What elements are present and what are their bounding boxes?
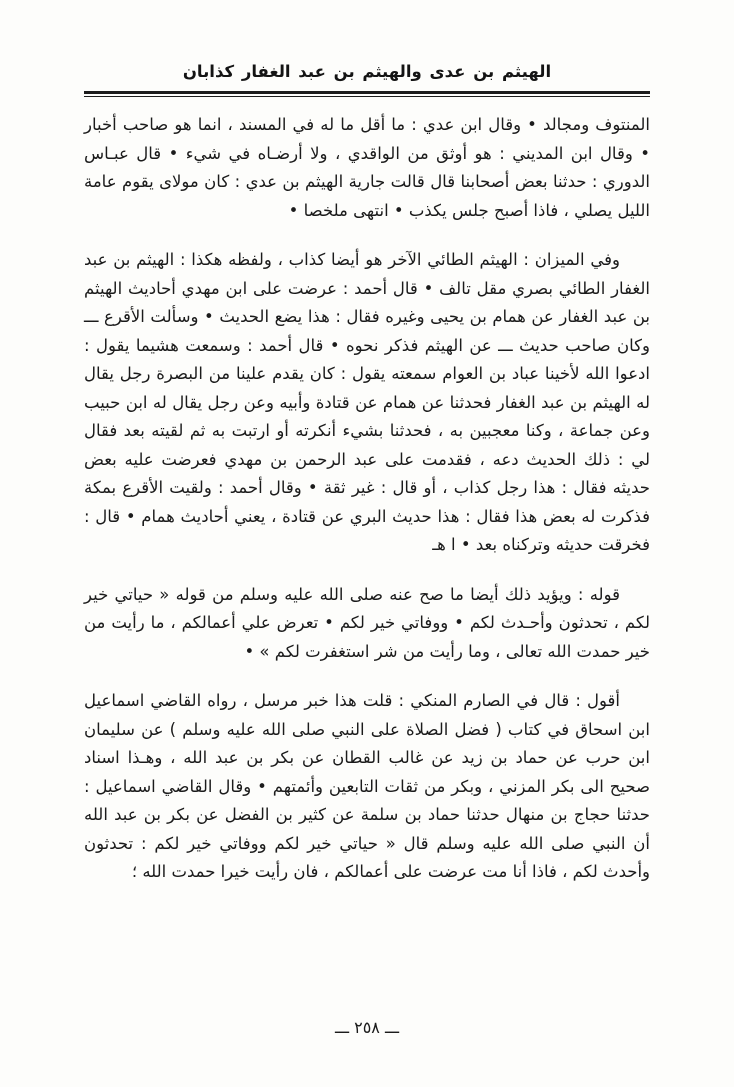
page-number: ـــ ٢٥٨ ـــ <box>334 1018 400 1037</box>
page-footer <box>0 1018 734 1037</box>
page-body <box>84 111 650 887</box>
paragraph-4: أقول : قال في الصارم المنكي : قلت هذا خبر مرسل ، رواه القاضي اسماعيل ابن اسحاق في كتاب ( فضل الصلاة على النبي صلى الله عليه وسلم ) عن سليمان ابن حرب عن حماد بن زيد عن غالب القطان عن بكر بن عبد الله ، وهـذا اسناد صحيح الى بكر المزني ، وبكر من ثقات التابعين وأئمتهم • وقال القاضي اسماعيل : حدثنا حجاج بن منهال حدثنا حماد بن سلمة عن كثير بن الفضل عن بكر بن عبد الله أن النبي صلى الله عليه وسلم قال « حياتي خير لكم ووفاتي خير لكم : تحدثون وأحدث لكم ، فاذا أنا مت عرضت على أعمالكم ، فان رأيت خيرا حمدت الله ؛ <box>84 691 650 881</box>
page-header-title: الهيثم بن عدى والهيثم بن عبد الغفار كذابان <box>182 62 552 81</box>
paragraph-2: وفي الميزان : الهيثم الطائي الآخر هو أيضا كذاب ، ولفظه هكذا : الهيثم بن عبد الغفار الطائي بصري مقل تالف • قال أحمد : عرضت على ابن مهدي أحاديث الهيثم بن عبد الغفار عن همام بن يحيى وغيره فقال : هذا يضع الحديث • وسألت الأقرع ـــ وكان صاحب حديث ـــ عن الهيثم فذكر نحوه • قال أحمد : وسمعت هشيما يقول : ادعوا الله لأخينا عباد بن العوام سمعته يقول : كان يقدم علينا من البصرة رجل يقال له الهيثم بن عبد الغفار فحدثنا عن همام عن قتادة وأبيه وعن رجل يقال له ابن حبيب وعن جماعة ، وكنا معجبين به ، فحدثنا بشيء أنكرته أو ارتبت به ثم لقيته بعد فقال لي : ذلك الحديث دعه ، فقدمت على عبد الرحمن بن مهدي فعرضت عليه بعض حديثه فقال : هذا رجل كذاب ، أو قال : غير ثقة • وقال أحمد : ولقيت الأقرع بمكة فذكرت له بعض هذا فقال : هذا حديث البري عن قتادة ، يعني أحاديث همام • قال : فخرقت حديثه وتركناه بعد • ا هـ <box>84 250 650 554</box>
paragraph-3: قوله : ويؤيد ذلك أيضا ما صح عنه صلى الله عليه وسلم من قوله « حياتي خير لكم ، تحدثون وأحـدث لكم • ووفاتي خير لكم • تعرض علي أعمالكم ، ما رأيت من خير حمدت الله تعالى ، وما رأيت من شر استغفرت لكم » • <box>84 584 650 661</box>
header-rule <box>84 91 650 97</box>
paragraph-1: المنتوف ومجالد • وقال ابن عدي : ما أقل ما له في المسند ، انما هو صاحب أخبار • وقال ابن المديني : هو أوثق من الواقدي ، ولا أرضـاه في شيء • قال عبـاس الدوري : حدثنا بعض أصحابنا قال قالت جارية الهيثم بن عدي : كان مولاى يقوم عامة الليل يصلي ، فاذا أصبح جلس يكذب • انتهى ملخصا • <box>84 115 650 220</box>
page-header <box>84 0 650 97</box>
